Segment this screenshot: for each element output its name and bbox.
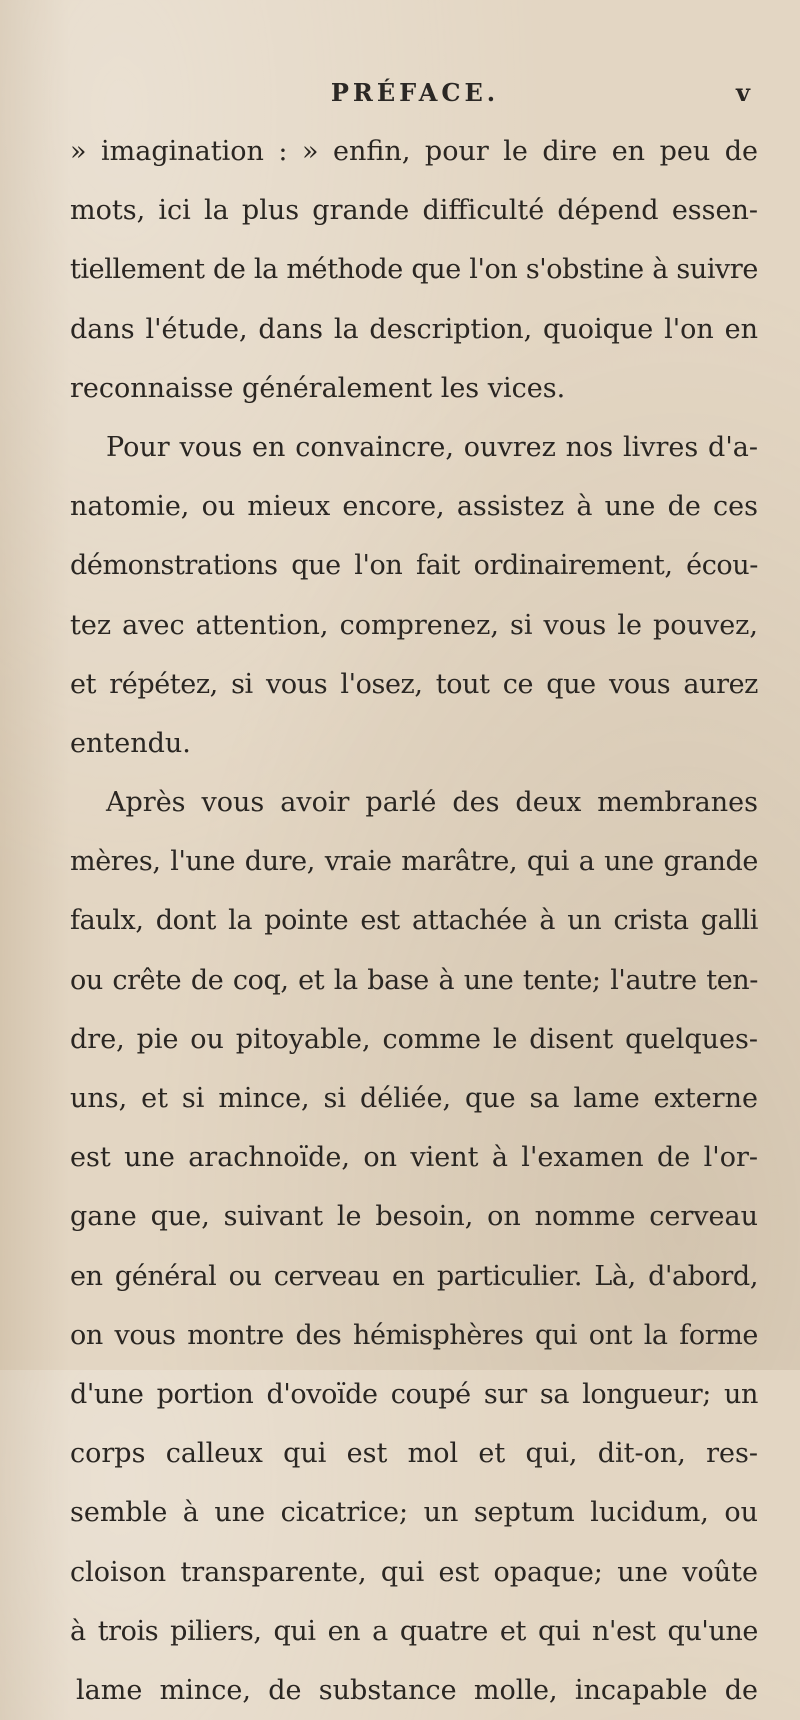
text-line: mots, ici la plus grande difficulté dépend essen- [70, 195, 758, 227]
text-line: démonstrations que l'on fait ordinairement, écou- [70, 550, 758, 582]
text-line: faulx, dont la pointe est attachée à un crista galli [70, 905, 758, 937]
text-line: en général ou cerveau en particulier. Là, d'abord, [70, 1260, 758, 1292]
text-line: tiellement de la méthode que l'on s'obstine à suivre [70, 254, 758, 286]
text-line: entendu. [70, 727, 191, 759]
text-line: semble à une cicatrice; un septum lucidum, ou [70, 1497, 758, 1529]
text-line: ou crête de coq, et la base à une tente; l'autre ten- [70, 964, 758, 996]
text-line: dans l'étude, dans la description, quoique l'on en [70, 313, 758, 345]
text-line: gane que, suivant le besoin, on nomme cerveau [70, 1201, 758, 1233]
text-line: est une arachnoïde, on vient à l'examen de l'or- [70, 1142, 758, 1174]
running-head [70, 70, 760, 110]
text-line: Pour vous en convaincre, ouvrez nos livres d'a- [106, 431, 758, 463]
text-line: natomie, ou mieux encore, assistez à une de ces [70, 491, 758, 523]
text-line: à trois piliers, qui en a quatre et qui n'est qu'une [70, 1615, 758, 1647]
text-line: uns, et si mince, si déliée, que sa lame externe [70, 1083, 758, 1114]
body-text [70, 122, 758, 1720]
text-line: d'une portion d'ovoïde coupé sur sa longueur; un [70, 1378, 758, 1410]
text-line: reconnaisse généralement les vices. [70, 372, 566, 404]
page-number: v [736, 78, 750, 107]
page-title: PRÉFACE. [330, 78, 500, 107]
text-line: tez avec attention, comprenez, si vous le pouvez, [70, 609, 758, 641]
text-line: et répétez, si vous l'osez, tout ce que vous aurez [70, 668, 758, 700]
text-line: Après vous avoir parlé des deux membranes [106, 787, 758, 819]
text-line: dre, pie ou pitoyable, comme le disent quelques- [70, 1023, 758, 1055]
text-line: on vous montre des hémisphères qui ont la forme [70, 1319, 758, 1351]
text-line: corps calleux qui est mol et qui, dit-on, res- [70, 1438, 758, 1470]
text-line: mères, l'une dure, vraie marâtre, qui a une grande [70, 846, 758, 878]
text-line: cloison transparente, qui est opaque; une voûte [70, 1556, 758, 1588]
text-line: » imagination : » enfin, pour le dire en peu de [70, 136, 758, 167]
text-line: lame mince, de substance molle, incapable de [76, 1674, 758, 1706]
